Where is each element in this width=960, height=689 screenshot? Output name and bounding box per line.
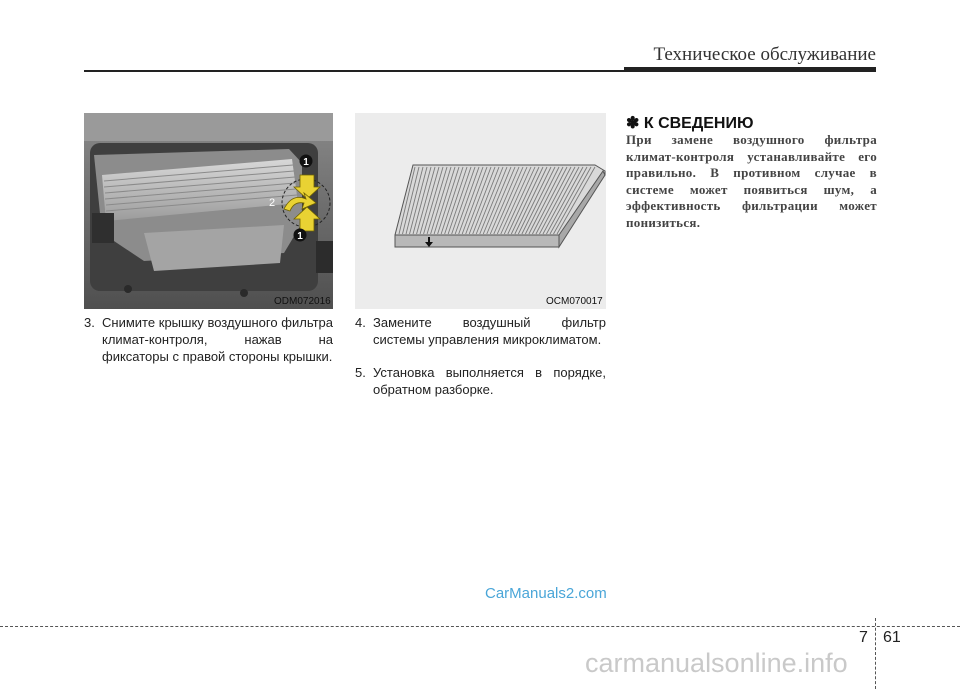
step-text: Установка выполняется в порядке, обратном разборке. — [373, 365, 606, 397]
section-title: Техническое обслуживание — [653, 44, 876, 65]
watermark-carmanualsonline[interactable]: carmanualsonline.info — [585, 648, 848, 678]
figure-code-1: ODM072016 — [274, 296, 331, 307]
callout-1-bottom: 1 — [297, 231, 303, 242]
watermark-carmanuals2[interactable]: CarManuals2.com — [485, 585, 607, 602]
page-number: 61 — [883, 629, 901, 646]
notice-title: К СВЕДЕНИЮ — [643, 115, 754, 132]
figure-code-2: OCM070017 — [546, 296, 603, 307]
figure-filter-cover — [84, 113, 333, 309]
page-number-divider — [875, 618, 876, 689]
step-text: Замените воздушный фильтр системы управления микроклиматом. — [373, 315, 606, 347]
step-number: 4. — [355, 315, 366, 330]
header-rule-thick — [624, 67, 876, 72]
callout-1-top: 1 — [303, 157, 309, 168]
step-number: 5. — [355, 365, 366, 380]
step-number: 3. — [84, 315, 95, 330]
chapter-number: 7 — [859, 629, 868, 646]
callout-2: 2 — [268, 197, 276, 209]
filter-cover-illustration — [84, 113, 333, 309]
figure-air-filter — [355, 113, 606, 309]
step-4 — [355, 314, 606, 348]
step-text: Снимите крышку воздушного фильтра климат-контроля, нажав на фиксаторы с правой стороны крышки. — [102, 315, 333, 364]
step-5 — [355, 364, 606, 398]
header-rule-thin — [84, 70, 624, 72]
notice-body: При замене воздушного фильтра климат-контроля устанавливайте его правильно. В противном случае в системе может появиться шум, а эффективность фильтрации может понизиться. — [626, 132, 877, 230]
notice-heading — [626, 113, 753, 133]
footer-rule — [0, 626, 960, 627]
notice-symbol-icon: ✽ — [626, 115, 640, 132]
step-3 — [84, 314, 333, 365]
air-filter-illustration — [355, 113, 606, 309]
